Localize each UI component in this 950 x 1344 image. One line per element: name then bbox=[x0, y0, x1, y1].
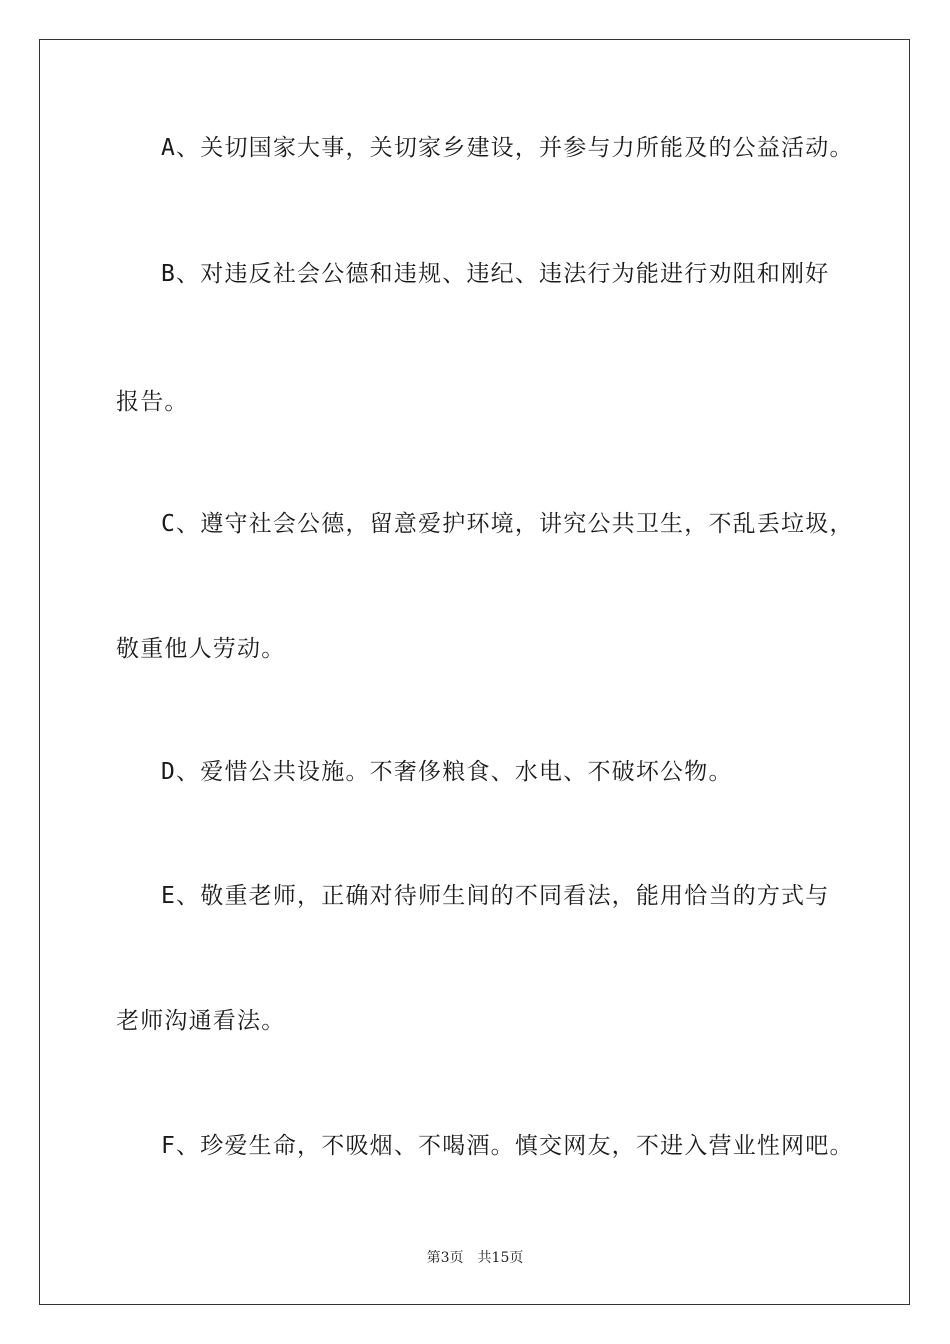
item-e-line-1: E、敬重老师，正确对待师生间的不同看法，能用恰当的方式与 bbox=[161, 883, 830, 909]
item-c-line-1: C、遵守社会公德，留意爱护环境，讲究公共卫生，不乱丢垃圾， bbox=[161, 511, 854, 537]
item-b-line-2: 报告。 bbox=[116, 389, 189, 415]
item-d-line: D、爱惜公共设施。不奢侈粮食、水电、不破坏公物。 bbox=[161, 759, 733, 785]
item-f-line: F、珍爱生命，不吸烟、不喝酒。慎交网友，不进入营业性网吧。 bbox=[161, 1133, 854, 1159]
item-c-line-2: 敬重他人劳动。 bbox=[116, 636, 286, 662]
item-e-line-2: 老师沟通看法。 bbox=[116, 1008, 286, 1034]
page-number: 第3页 bbox=[426, 1250, 464, 1266]
page-total: 共15页 bbox=[477, 1250, 524, 1266]
item-a-line: A、关切国家大事，关切家乡建设，并参与力所能及的公益活动。 bbox=[161, 135, 854, 161]
page-border bbox=[39, 39, 910, 1305]
page-footer bbox=[0, 1247, 950, 1267]
item-b-line-1: B、对违反社会公德和违规、违纪、违法行为能进行劝阻和刚好 bbox=[161, 261, 830, 287]
